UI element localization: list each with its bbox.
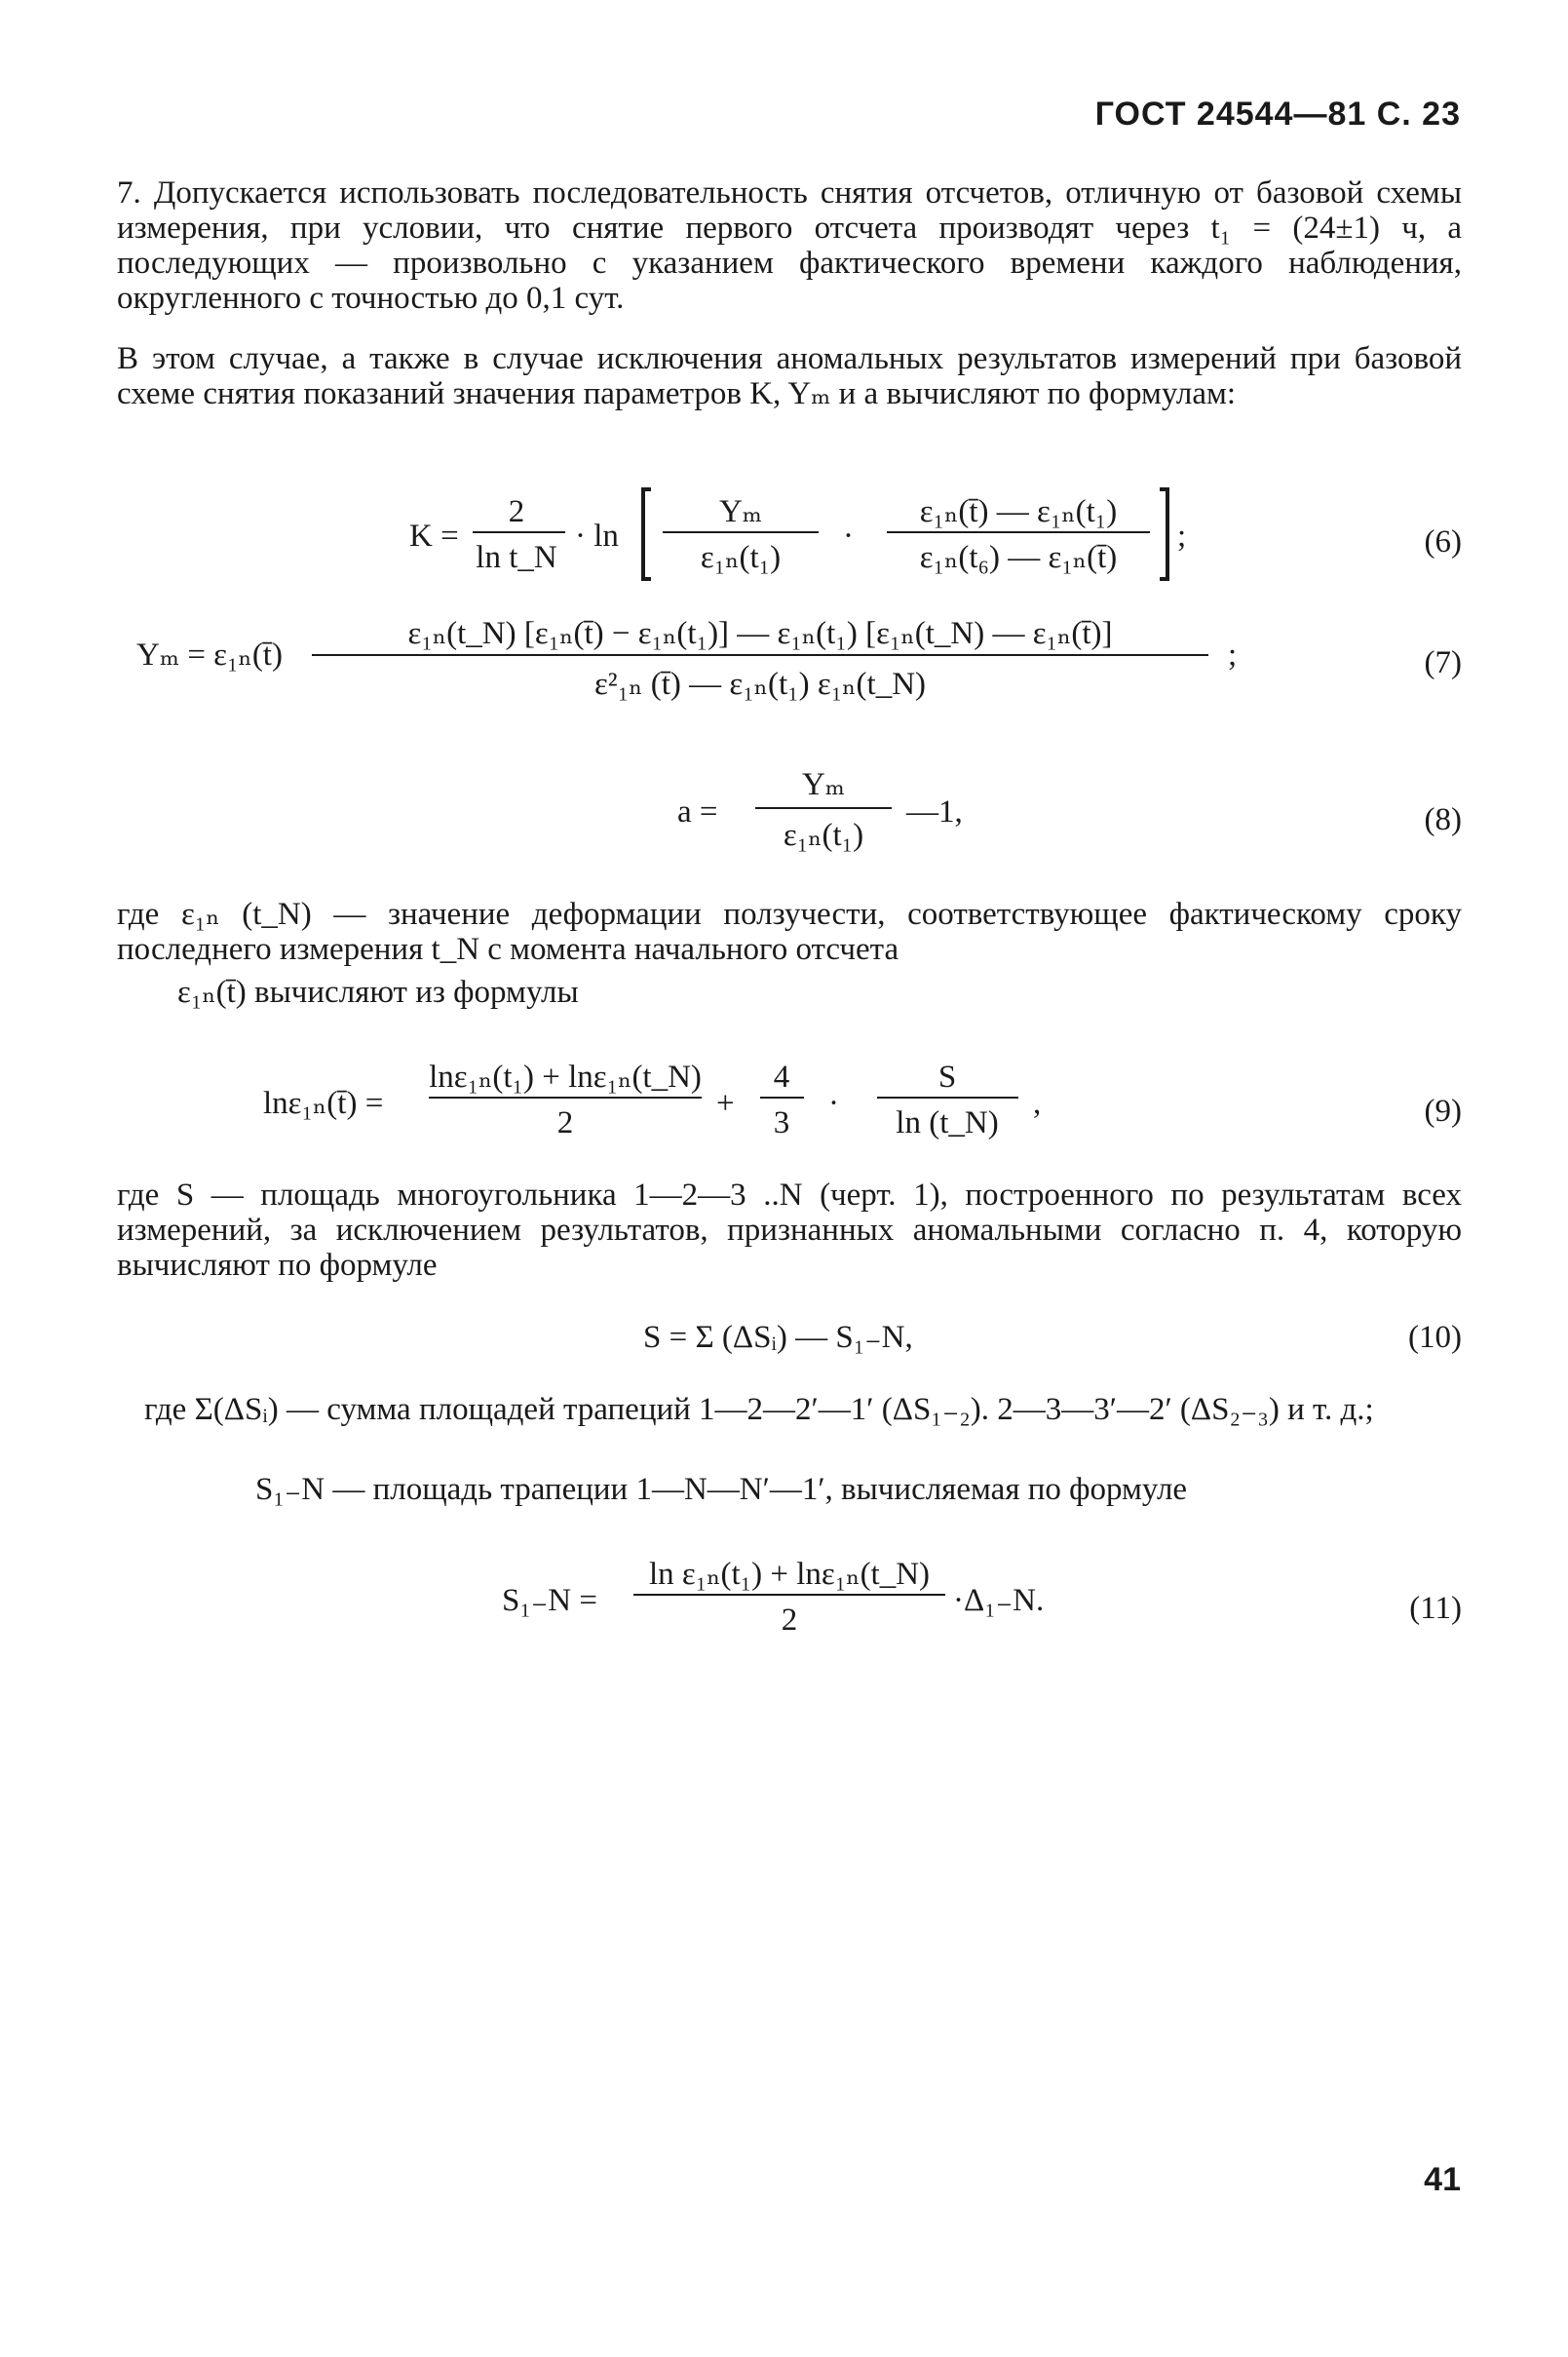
eq9-dot: · [828,1086,839,1121]
eq9-end: , [1033,1086,1042,1121]
eq6-num3: ε₁ₙ(t̄) — ε₁ₙ(t₁) [919,494,1118,529]
eq6-num2: Yₘ [718,494,763,529]
eq6-den3: ε₁ₙ(t₆) — ε₁ₙ(t̄) [919,540,1118,575]
paragraph-case: В этом случае, а также в случае исключения аномальных результатов измерений при базовой схеме снятия показаний значения параметров K, Yₘ и a вычисляют по формулам: [117,341,1462,411]
paragraph-where-3b: S₁₋N — площадь трапеции 1—N—N′—1′, вычисляемая по формуле [255,1472,1188,1507]
eq9-lhs: lnε₁ₙ(t̄) = [263,1086,384,1121]
eq8-den: ε₁ₙ(t₁) [783,818,864,853]
eq6-den1: ln t_N [476,540,557,575]
page-header: ГОСТ 24544—81 С. 23 [1094,96,1461,133]
equation-9-number: (9) [1424,1094,1462,1129]
eq6-lhs: K = [409,519,459,554]
eq8-lhs: a = [677,794,718,830]
eq9-den3: ln (t_N) [896,1105,999,1140]
paragraph-where-1: где ε₁ₙ (t_N) — значение деформации ползучести, соответствующее фактическому сроку последнего измерения t_N с момента начального отсчета [117,897,1462,967]
eq6-end: ; [1177,519,1187,554]
eq9-den1: 2 [556,1105,574,1140]
paragraph-where-1b: ε₁ₙ(t̄) вычисляют из формулы [177,975,579,1010]
eq9-num2: 4 [773,1060,790,1095]
eq7-numerator: ε₁ₙ(t_N) [ε₁ₙ(t̄) − ε₁ₙ(t₁)] — ε₁ₙ(t₁) [ε₁ₙ(t_N) — ε₁ₙ(t̄)] [407,616,1113,651]
paragraph-where-3a: где Σ(ΔSᵢ) — сумма площадей трапеций 1—2—2′—1′ (ΔS₁₋₂). 2—3—3′—2′ (ΔS₂₋₃) и т. д.; [144,1392,1374,1427]
eq6-den2: ε₁ₙ(t₁) [700,540,782,575]
page-number: 41 [1424,2161,1461,2198]
equation-10 [117,1306,1462,1365]
eq6-dot: · [843,519,854,554]
eq6-num1: 2 [508,494,525,529]
eq11-num: ln ε₁ₙ(t₁) + lnε₁ₙ(t_N) [648,1557,931,1592]
eq9-num3: S [937,1060,957,1095]
eq8-num: Yₘ [801,767,846,802]
equation-6-number: (6) [1424,524,1462,560]
equation-10-number: (10) [1408,1320,1462,1355]
eq7-end: ; [1228,638,1238,673]
equation-9 [117,1043,1462,1160]
equation-8 [117,755,1462,872]
equation-7 [117,604,1462,721]
equation-8-number: (8) [1424,802,1462,837]
equation-7-number: (7) [1424,645,1462,680]
paragraph-where-2: где S — площадь многоугольника 1—2—3 ..N (черт. 1), построенного по результатам всех измерений, за исключением результатов, признанных аномальными согласно п. 4, которую вычисляют по формуле [117,1178,1462,1283]
eq9-num1: lnε₁ₙ(t₁) + lnε₁ₙ(t_N) [429,1060,702,1095]
eq8-tail: —1, [906,794,963,830]
equation-11-number: (11) [1409,1591,1462,1626]
eq11-den: 2 [781,1603,798,1638]
eq11-lhs: S₁₋N = [502,1583,597,1618]
paragraph-7: 7. Допускается использовать последовательность снятия отсчетов, отличную от базовой схемы измерения, при условии, что снятие первого отсчета производят через t₁ = (24±1) ч, а последующих — произвольно с указанием фактического времени каждого наблюдения, округленного с точностью до 0,1 сут. [117,175,1462,316]
equation-6 [117,478,1462,595]
eq7-lhs: Yₘ = ε₁ₙ(t̄) [136,638,283,673]
eq9-den2: 3 [773,1105,790,1140]
eq9-plus: + [716,1086,735,1121]
equation-11 [117,1540,1462,1657]
eq6-ln: · ln [575,519,619,554]
eq11-tail: ·Δ₁₋N. [953,1583,1045,1618]
eq7-denominator: ε²₁ₙ (t̄) — ε₁ₙ(t₁) ε₁ₙ(t_N) [593,667,927,702]
eq10-expr: S = Σ (ΔSᵢ) — S₁₋N, [643,1320,913,1355]
